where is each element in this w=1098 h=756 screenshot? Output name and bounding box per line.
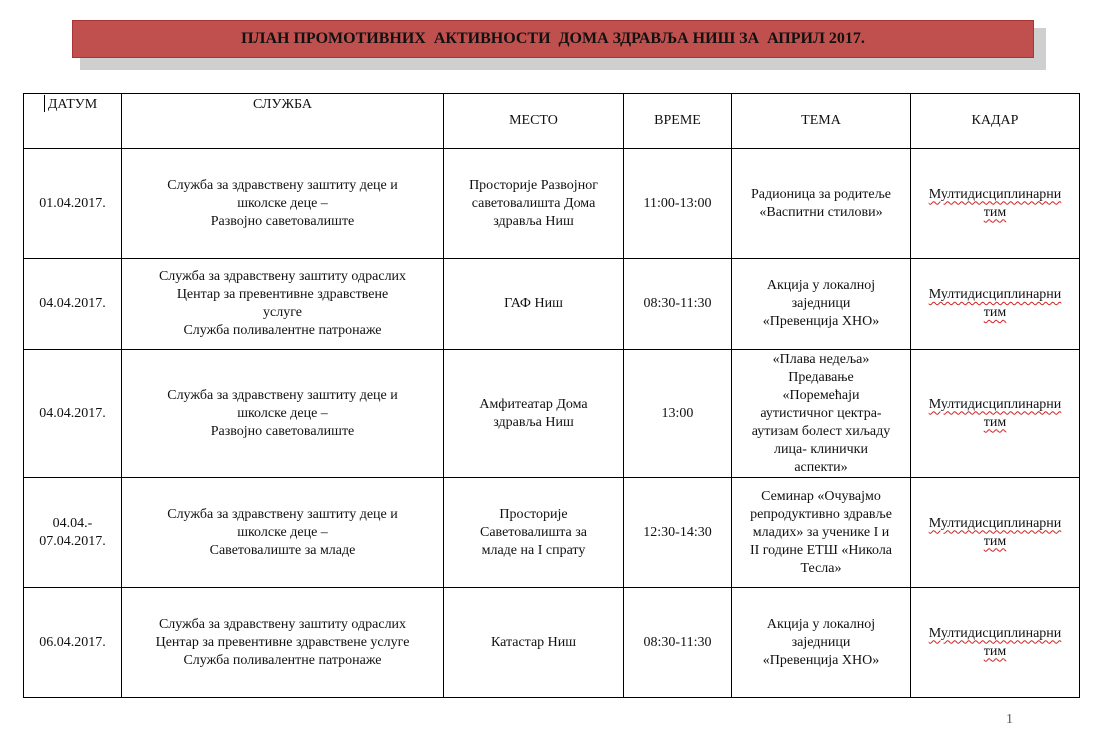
cell-place: Амфитеатар Дома здравља Ниш (444, 350, 624, 478)
cell-place: ГАФ Ниш (444, 259, 624, 350)
header-date: ДАТУМ (24, 94, 122, 149)
header-service: СЛУЖБА (122, 94, 444, 149)
header-time: ВРЕМЕ (624, 94, 732, 149)
table-row (24, 259, 1080, 350)
page-title: ПЛАН ПРОМОТИВНИХ АКТИВНОСТИ ДОМА ЗДРАВЉА НИШ ЗА АПРИЛ 2017. (72, 20, 1034, 58)
cell-service: Служба за здравствену заштиту одраслих Центар за превентивне здравствене услуге Служба поливалентне патронаже (122, 259, 444, 350)
cell-time: 12:30-14:30 (624, 478, 732, 588)
cell-staff: Мултидисциплинарни тим (911, 149, 1080, 259)
table-row (24, 350, 1080, 478)
cell-date: 01.04.2017. (24, 149, 122, 259)
cell-topic: Радионица за родитеље «Васпитни стилови» (732, 149, 911, 259)
table-row (24, 149, 1080, 259)
table-header-row (24, 94, 1080, 149)
table-row (24, 478, 1080, 588)
cell-date: 06.04.2017. (24, 588, 122, 698)
cell-topic: «Плава недеља» Предавање «Поремећаји аутистичног цектра- аутизам болест хиљаду лица- клинички аспекти» (732, 350, 911, 478)
cell-place: Просторије Саветовалишта за младе на I спрату (444, 478, 624, 588)
cell-staff: Мултидисциплинарни тим (911, 478, 1080, 588)
page-number: 1 (1006, 712, 1013, 727)
cell-topic: Акција у локалној заједници «Превенција ХНО» (732, 259, 911, 350)
header-staff: КАДАР (911, 94, 1080, 149)
table-row (24, 588, 1080, 698)
cell-service: Служба за здравствену заштиту деце и школске деце – Развојно саветовалиште (122, 350, 444, 478)
cell-topic: Семинар «Очувајмо репродуктивно здравље младих» за ученике I и II године ЕТШ «Никола Тесла» (732, 478, 911, 588)
plan-table (23, 93, 1080, 698)
cell-date: 04.04.2017. (24, 350, 122, 478)
cell-staff: Мултидисциплинарни тим (911, 350, 1080, 478)
cell-time: 08:30-11:30 (624, 588, 732, 698)
header-place: МЕСТО (444, 94, 624, 149)
cell-date: 04.04.- 07.04.2017. (24, 478, 122, 588)
cell-service: Служба за здравствену заштиту одраслих Центар за превентивне здравствене услуге Служба поливалентне патронаже (122, 588, 444, 698)
cell-service: Служба за здравствену заштиту деце и школске деце – Саветовалиште за младе (122, 478, 444, 588)
cell-time: 11:00-13:00 (624, 149, 732, 259)
cell-place: Катастар Ниш (444, 588, 624, 698)
cell-date: 04.04.2017. (24, 259, 122, 350)
cell-topic: Акција у локалној заједници «Превенција ХНО» (732, 588, 911, 698)
header-topic: ТЕМА (732, 94, 911, 149)
cell-place: Просторије Развојног саветовалишта Дома здравља Ниш (444, 149, 624, 259)
cell-time: 13:00 (624, 350, 732, 478)
cell-staff: Мултидисциплинарни тим (911, 259, 1080, 350)
cell-service: Служба за здравствену заштиту деце и школске деце – Развојно саветовалиште (122, 149, 444, 259)
cell-time: 08:30-11:30 (624, 259, 732, 350)
cell-staff: Мултидисциплинарни тим (911, 588, 1080, 698)
